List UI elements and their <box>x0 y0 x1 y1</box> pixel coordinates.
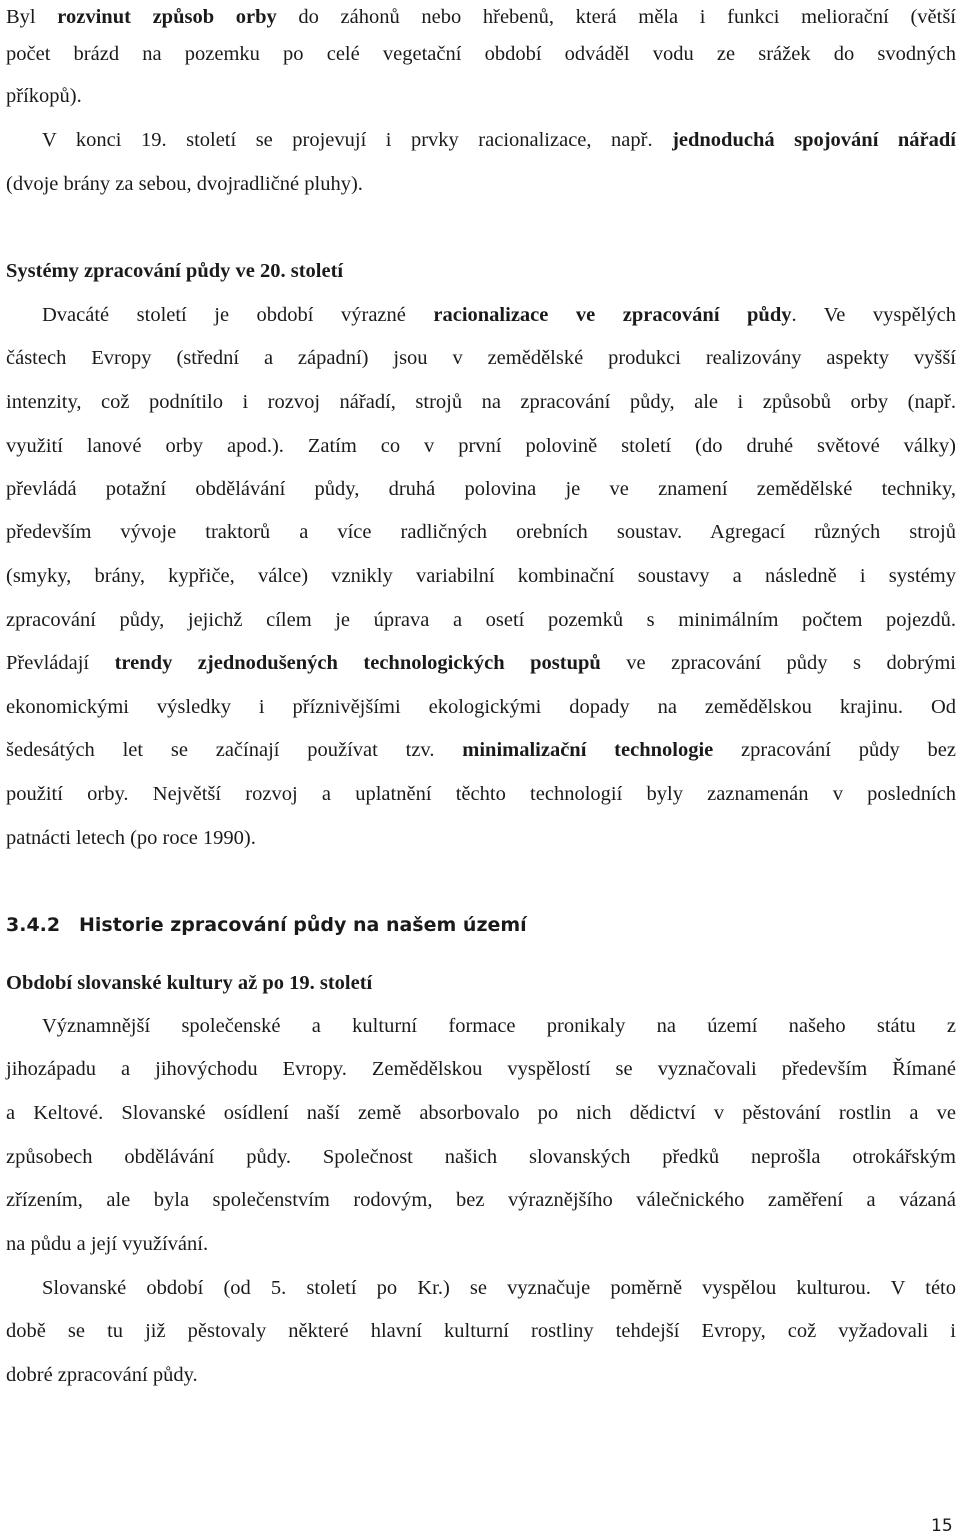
text-run: do záhonů nebo hřebenů, která měla i funkci meliorační (větší <box>276 6 956 28</box>
text-line: ekonomickými výsledky i příznivějšími ekologickými dopady na zemědělskou krajinu. Od <box>6 696 956 718</box>
text-line <box>6 651 956 675</box>
text-line: zpracování půdy, jejichž cílem je úprava a osetí pozemků s minimálním počtem pojezdů. <box>6 609 956 631</box>
text-line: době se tu již pěstovaly některé hlavní kulturní rostliny tehdejší Evropy, což vyžadovali i <box>6 1320 956 1342</box>
section-title <box>6 912 527 938</box>
text-line: (smyky, brány, kypřiče, válce) vznikly variabilní kombinační soustavy a následně i systémy <box>6 565 956 587</box>
text-line: převládá potažní obdělávání půdy, druhá polovina je ve znamení zemědělské techniky, <box>6 478 956 500</box>
text-line: patnácti letech (po roce 1990). <box>6 827 256 849</box>
text-run: Byl <box>6 6 58 28</box>
section-title-text: Historie zpracování půdy na našem území <box>79 914 527 936</box>
text-line: použití orby. Největší rozvoj a uplatnění těchto technologií byly zaznamenán v posledních <box>6 783 956 805</box>
text-run: Převládají <box>6 652 115 674</box>
page-number: 15 <box>931 1516 953 1536</box>
text-line: Slovanské období (od 5. století po Kr.) se vyznačuje poměrně vyspělou kulturou. V této <box>42 1277 956 1299</box>
subsection-heading: Období slovanské kultury až po 19. století <box>6 972 373 994</box>
text-line: (dvoje brány za sebou, dvojradličné pluhy). <box>6 173 363 195</box>
text-line: využití lanové orby apod.). Zatím co v první polovině století (do druhé světové války) <box>6 435 956 457</box>
bold-term: rozvinut způsob orby <box>57 6 277 28</box>
bold-term: minimalizační technologie <box>462 739 714 761</box>
text-line: intenzity, což podnítilo i rozvoj nářadí, strojů na zpracování půdy, ale i způsobů orby (např. <box>6 391 956 413</box>
text-line: jihozápadu a jihovýchodu Evropy. Zemědělskou vyspělostí se vyznačovali především Římané <box>6 1058 956 1080</box>
text-line <box>42 128 956 152</box>
text-line <box>42 303 956 327</box>
text-run: V konci 19. století se projevují i prvky racionalizace, např. <box>42 129 673 151</box>
text-run: šedesátých let se začínají používat tzv. <box>6 739 463 761</box>
text-line: na půdu a její využívání. <box>6 1233 209 1255</box>
text-line: Významnější společenské a kulturní formace pronikaly na území našeho státu z <box>42 1015 956 1037</box>
text-line: způsobech obdělávání půdy. Společnost našich slovanských předků neprošla otrokářským <box>6 1146 956 1168</box>
section-number: 3.4.2 <box>6 914 61 936</box>
text-run: ve zpracování půdy s dobrými <box>600 652 956 674</box>
text-line: a Keltové. Slovanské osídlení naší země absorbovalo po nich dědictví v pěstování rostlin a ve <box>6 1102 956 1124</box>
text-run: zpracování půdy bez <box>713 739 956 761</box>
text-run: Dvacáté století je období výrazné <box>42 304 434 326</box>
text-line: částech Evropy (střední a západní) jsou v zemědělské produkci realizovány aspekty vyšší <box>6 347 956 369</box>
text-line: zřízením, ale byla společenstvím rodovým, bez výraznějšího válečnického zaměření a vázaná <box>6 1189 956 1211</box>
bold-term: jednoduchá spojování nářadí <box>672 129 956 151</box>
text-line: počet brázd na pozemku po celé vegetační období odváděl vodu ze srážek do svodných <box>6 43 956 65</box>
text-run: . Ve vyspělých <box>791 304 956 326</box>
text-line: příkopů). <box>6 85 82 107</box>
bold-term: racionalizace ve zpracování půdy <box>433 304 792 326</box>
text-line: především vývoje traktorů a více radličných orebních soustav. Agregací různých strojů <box>6 521 956 543</box>
bold-term: trendy zjednodušených technologických postupů <box>114 652 601 674</box>
text-line: dobré zpracování půdy. <box>6 1364 198 1386</box>
text-line <box>6 5 956 29</box>
section-heading: Systémy zpracování půdy ve 20. století <box>6 260 344 282</box>
text-line <box>6 738 956 762</box>
